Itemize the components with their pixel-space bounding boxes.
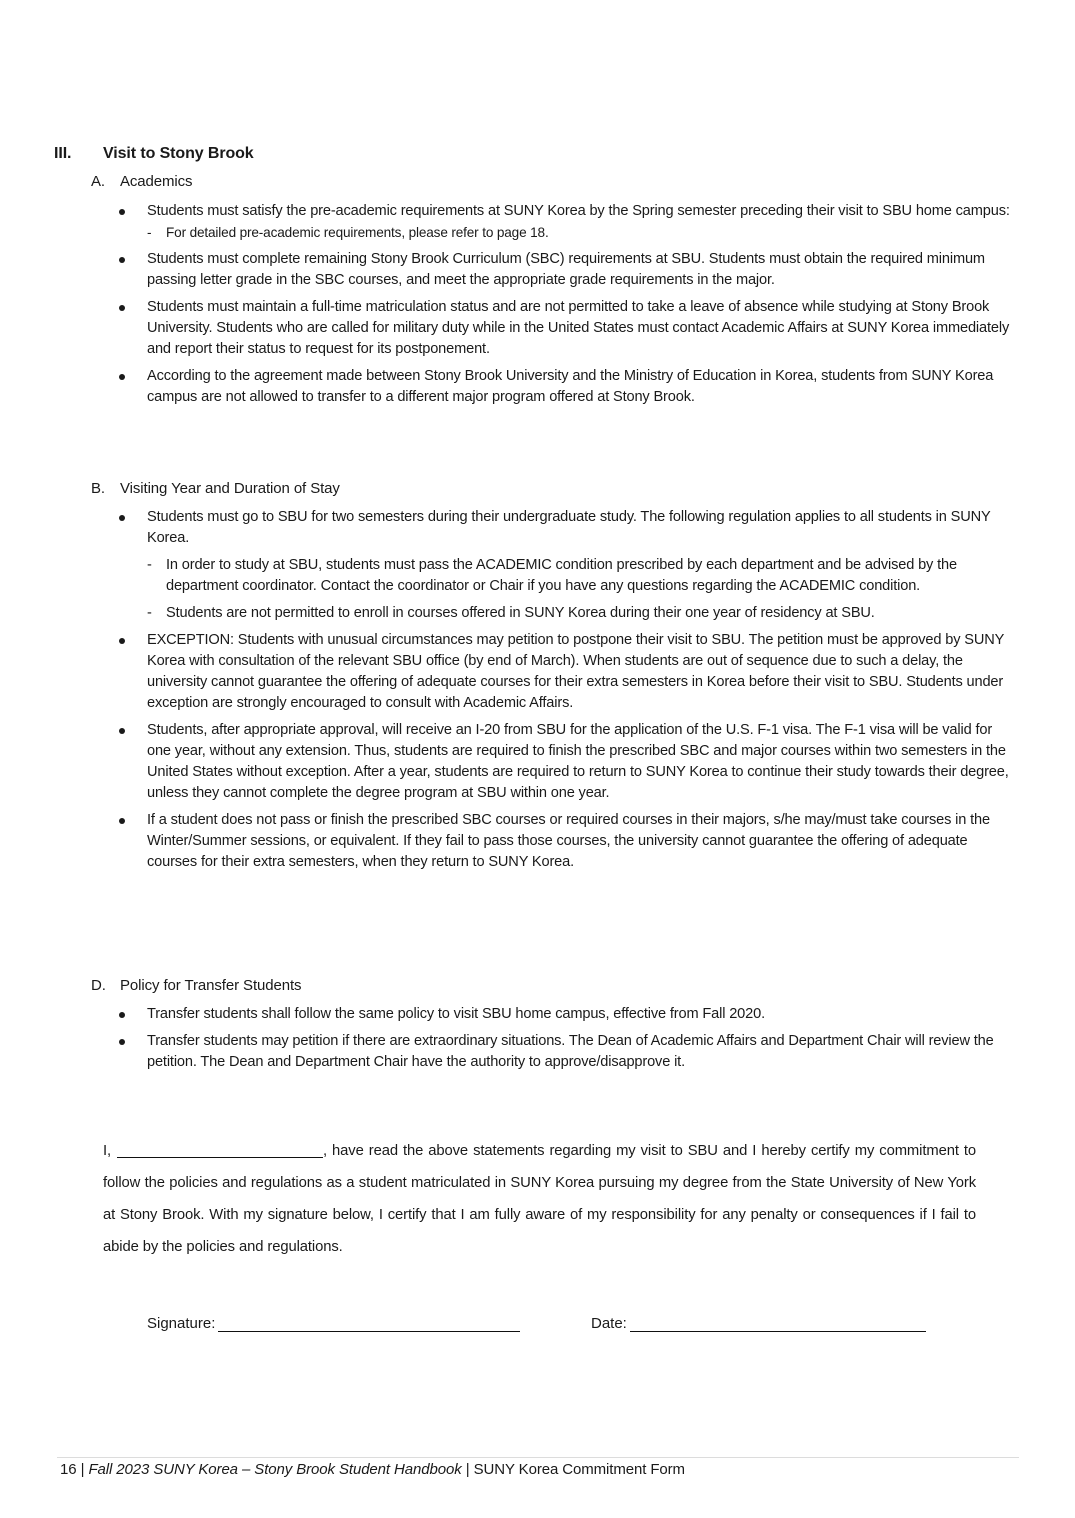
section-number: III.: [54, 145, 72, 162]
visiting-year-list: [116, 507, 1016, 879]
section-heading: [54, 145, 254, 163]
academics-list: [116, 201, 1016, 414]
subsection-letter: D.: [91, 977, 106, 994]
list-item-text: Students must satisfy the pre-academic requirements at SUNY Korea by the Spring semester preceding their visit to SBU home campus:: [147, 203, 1010, 219]
sub-list: [147, 555, 1016, 624]
subsection-heading-transfer: [91, 977, 301, 994]
list-item: Transfer students shall follow the same policy to visit SBU home campus, effective from Fall 2020.: [116, 1004, 1016, 1025]
footer-separator: |: [80, 1461, 85, 1478]
sub-list-item: - For detailed pre-academic requirements, please refer to page 18.: [147, 222, 1016, 243]
list-item: EXCEPTION: Students with unusual circumstances may petition to postpone their visit to SBU. The petition must be approved by SUNY Korea with consultation of the relevant SBU office (by end of March). When students are out of sequence due to such a delay, the university cannot guarantee the offering of adequate courses for their extra semesters in Korea before their visit to SBU. Students under exception are strongly encouraged to consult with Academic Affairs.: [116, 630, 1016, 714]
footer-section-name: SUNY Korea Commitment Form: [473, 1461, 685, 1478]
list-item: [116, 201, 1016, 243]
subsection-letter: A.: [91, 173, 105, 190]
footer-divider: [57, 1457, 1019, 1458]
list-item: Transfer students may petition if there are extraordinary situations. The Dean of Academic Affairs and Department Chair will review the petition. The Dean and Department Chair have the authority to approve/disapprove it.: [116, 1031, 1016, 1073]
name-field[interactable]: [117, 1141, 323, 1158]
subsection-title: Academics: [120, 173, 193, 190]
date-label: Date:: [591, 1315, 627, 1332]
subsection-title: Visiting Year and Duration of Stay: [120, 480, 340, 497]
list-item: If a student does not pass or finish the prescribed SBC courses or required courses in their majors, s/he may/must take courses in the Winter/Summer sessions, or equivalent. If they fail to pass those courses, the university cannot guarantee the offering of adequate courses for their extra semesters, when they return to SUNY Korea.: [116, 810, 1016, 873]
transfer-list: [116, 1004, 1016, 1079]
signature-field[interactable]: [218, 1315, 520, 1332]
signature-block: [147, 1315, 520, 1332]
list-item: Students, after appropriate approval, will receive an I-20 from SBU for the application of the U.S. F-1 visa. The F-1 visa will be valid for one year, without any extension. Thus, students are required to finish the prescribed SBC and major courses within two semesters in the United States without exception. After a year, students are required to return to SUNY Korea to continue their study towards their degree, unless they cannot complete the degree program at SBU within one year.: [116, 720, 1016, 804]
list-item: Students must maintain a full-time matriculation status and are not permitted to take a leave of absence while studying at Stony Brook University. Students who are called for military duty while in the United States must contact Academic Affairs at SUNY Korea immediately and report their status to request for its postponement.: [116, 297, 1016, 360]
page-footer: [60, 1461, 685, 1478]
certification-statement: [103, 1135, 976, 1263]
signature-label: Signature:: [147, 1315, 216, 1332]
list-item: Students must complete remaining Stony Brook Curriculum (SBC) requirements at SBU. Students must obtain the required minimum passing letter grade in the SBC courses, and meet the appropriate grade requirements in the major.: [116, 249, 1016, 291]
section-title: Visit to Stony Brook: [103, 145, 254, 162]
subsection-title: Policy for Transfer Students: [120, 977, 302, 994]
sub-list: [147, 222, 1016, 243]
footer-separator: |: [465, 1461, 470, 1478]
certification-body: , have read the above statements regarding my visit to SBU and I hereby certify my commitment to follow the policies and regulations as a student matriculated in SUNY Korea pursuing my degree from the State University of New York at Stony Brook. With my signature below, I certify that I am fully aware of my responsibility for any penalty or consequences if I fail to abide by the policies and regulations.: [103, 1143, 976, 1255]
date-block: [591, 1315, 926, 1332]
date-field[interactable]: [630, 1315, 926, 1332]
sub-list-item: - Students are not permitted to enroll in courses offered in SUNY Korea during their one year of residency at SBU.: [147, 603, 1016, 624]
subsection-heading-visiting-year: [91, 480, 340, 497]
list-item: According to the agreement made between Stony Brook University and the Ministry of Education in Korea, students from SUNY Korea campus are not allowed to transfer to a different major program offered at Stony Brook.: [116, 366, 1016, 408]
sub-list-item: - In order to study at SBU, students must pass the ACADEMIC condition prescribed by each department and be advised by the department coordinator. Contact the coordinator or Chair if you have any questions regarding the ACADEMIC condition.: [147, 555, 1016, 597]
list-item: [116, 507, 1016, 624]
subsection-letter: B.: [91, 480, 105, 497]
page-number: 16: [60, 1461, 77, 1478]
certification-prefix: I,: [103, 1143, 112, 1159]
list-item-text: Students must go to SBU for two semesters during their undergraduate study. The following regulation applies to all students in SUNY Korea.: [147, 509, 991, 546]
subsection-heading-academics: [91, 173, 192, 190]
handbook-title: Fall 2023 SUNY Korea – Stony Brook Student Handbook: [88, 1461, 462, 1478]
